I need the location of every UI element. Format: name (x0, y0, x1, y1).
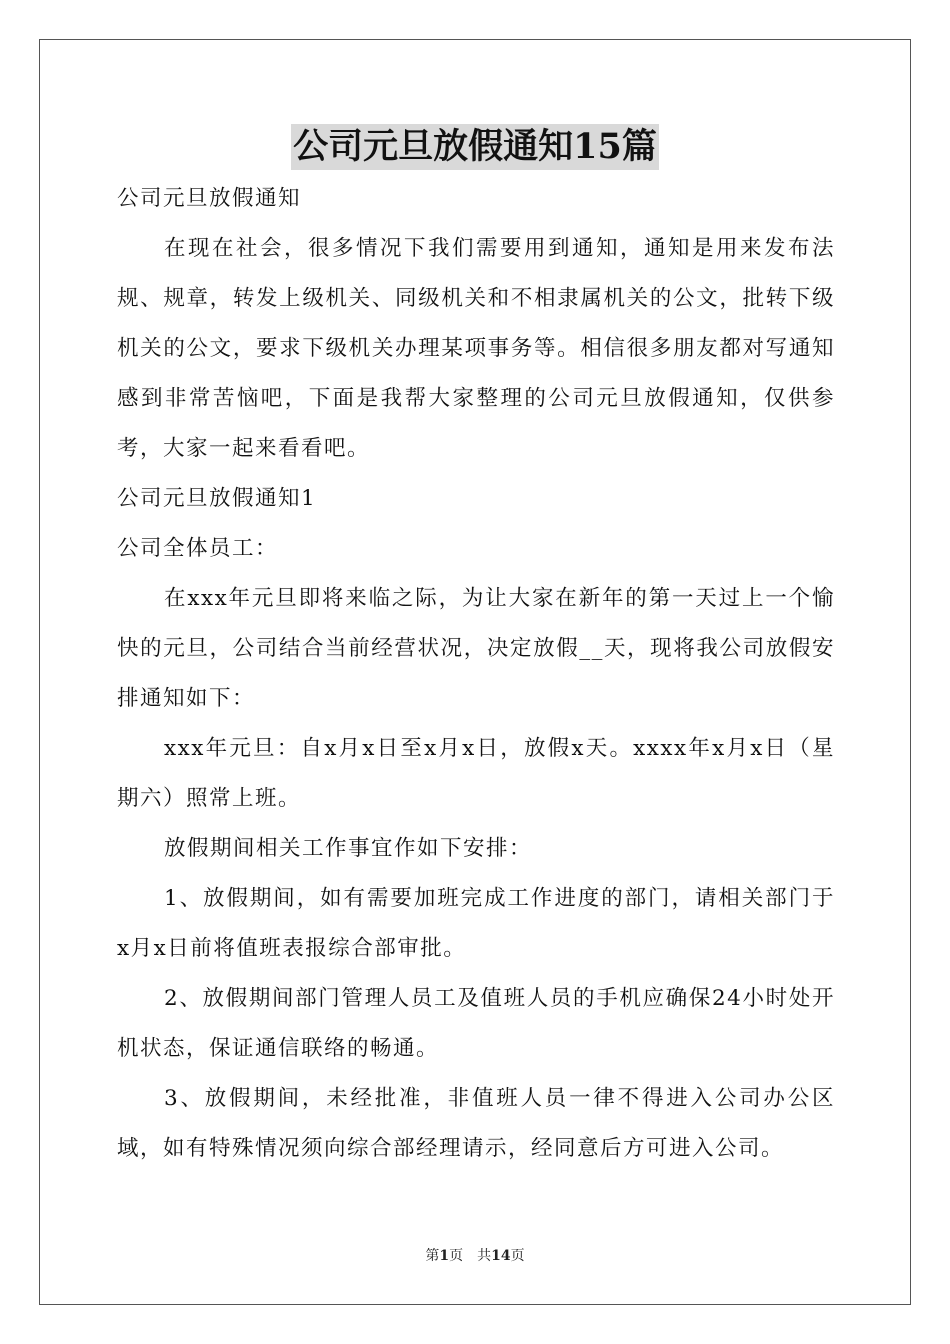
paragraph-item-2: 2、放假期间部门管理人员工及值班人员的手机应确保24小时处开机状态，保证通信联络的畅通。 (117, 986, 835, 1061)
paragraph-intro: 在现在社会，很多情况下我们需要用到通知，通知是用来发布法规、规章，转发上级机关、同级机关和不相隶属机关的公文，批转下级机关的公文，要求下级机关办理某项事务等。相信很多朋友都对写通知感到非常苦恼吧，下面是我帮大家整理的公司元旦放假通知，仅供参考，大家一起来看看吧。 (117, 236, 835, 461)
total-prefix: 共 (477, 1248, 492, 1264)
page-prefix: 第 (425, 1248, 440, 1264)
paragraph-body: 在xxx年元旦即将来临之际，为让大家在新年的第一天过上一个愉快的元旦，公司结合当前经营状况，决定放假__天，现将我公司放假安排通知如下： (117, 586, 835, 711)
paragraph-item-3: 3、放假期间，未经批准，非值班人员一律不得进入公司办公区域，如有特殊情况须向综合部经理请示，经同意后方可进入公司。 (117, 1086, 835, 1161)
paragraph-arrangement: 放假期间相关工作事宜作如下安排： (164, 836, 533, 861)
total-suffix: 页 (510, 1248, 525, 1264)
paragraph-schedule: xxx年元旦：自x月x日至x月x日，放假x天。xxxx年x月x日（星期六）照常上班。 (117, 736, 835, 811)
paragraph-item-1: 1、放假期间，如有需要加班完成工作进度的部门，请相关部门于x月x日前将值班表报综合部审批。 (117, 886, 835, 961)
document-body (117, 174, 835, 1174)
page-suffix: 页 (449, 1248, 464, 1264)
total-pages: 14 (491, 1248, 511, 1264)
page-number: 1 (439, 1248, 450, 1264)
paragraph-heading: 公司元旦放假通知 (117, 186, 302, 211)
paragraph-section-heading: 公司元旦放假通知1 (117, 486, 317, 511)
title-container (0, 124, 950, 170)
paragraph-salutation: 公司全体员工： (117, 536, 279, 561)
document-title: 公司元旦放假通知15篇 (291, 124, 659, 170)
page-footer (0, 1247, 950, 1265)
